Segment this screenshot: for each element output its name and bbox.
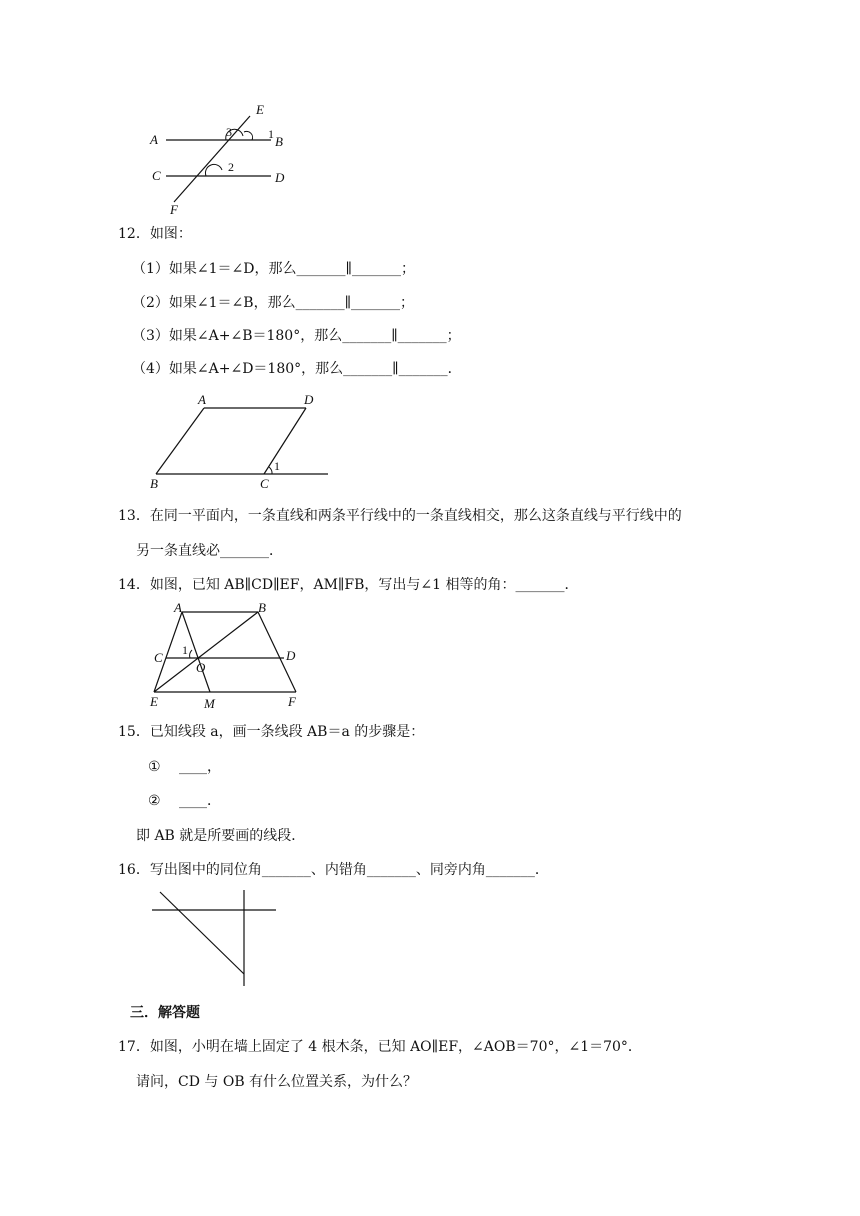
q15-step-1: ① ____，: [148, 759, 222, 775]
q16-text: 16．写出图中的同位角_______、内错角_______、同旁内角_______．: [118, 862, 549, 878]
q12-item-4: （4）如果∠A+∠D＝180°，那么_______∥_______．: [132, 361, 462, 377]
q15-step-2: ② ____．: [148, 793, 222, 809]
figure-trapezoid: [146, 600, 306, 710]
label-F: F: [170, 202, 178, 217]
q13-line-1: 13．在同一平面内，一条直线和两条平行线中的一条直线相交，那么这条直线与平行线中的: [118, 508, 682, 524]
label-A: A: [198, 392, 206, 407]
figure-parallel-lines-transversal: [146, 100, 291, 218]
label-A: A: [150, 132, 158, 147]
q12-title: 12．如图：: [118, 226, 192, 242]
q12-item-2: （2）如果∠1＝∠B，那么_______∥_______；: [132, 295, 415, 311]
section-heading: 三．解答题: [130, 1005, 200, 1021]
label-C: C: [154, 650, 163, 665]
figure-intersecting-lines: [148, 886, 278, 990]
q12-item-3: （3）如果∠A+∠B＝180°，那么_______∥_______；: [132, 328, 461, 344]
label-D: D: [275, 170, 285, 185]
label-E: E: [150, 694, 158, 709]
label-F: F: [288, 694, 296, 709]
q17-line-1: 17．如图，小明在墙上固定了 4 根木条，已知 AO∥EF，∠AOB＝70°，∠1＝70°．: [118, 1039, 642, 1055]
label-C: C: [260, 476, 269, 491]
q15-conclusion: 即 AB 就是所要画的线段．: [136, 828, 306, 844]
label-B: B: [150, 476, 158, 491]
label-angle-2: 2: [228, 160, 234, 174]
label-D: D: [286, 648, 296, 663]
label-O: O: [196, 660, 206, 675]
q14-text: 14．如图，已知 AB∥CD∥EF，AM∥FB，写出与∠1 相等的角：_______．: [118, 577, 579, 593]
label-D: D: [304, 392, 314, 407]
q15-title: 15．已知线段 a，画一条线段 AB＝a 的步骤是：: [118, 724, 425, 740]
q13-line-2: 另一条直线必_______．: [136, 543, 283, 559]
label-A: A: [174, 600, 182, 615]
label-B: B: [275, 134, 283, 149]
label-B: B: [258, 600, 266, 615]
label-angle-1: 1: [268, 127, 274, 141]
label-angle-3: 3: [226, 125, 232, 139]
q12-item-1: （1）如果∠1＝∠D，那么_______∥_______；: [132, 261, 415, 277]
label-C: C: [152, 168, 161, 183]
label-M: M: [204, 696, 215, 711]
label-angle-1: 1: [182, 643, 188, 657]
q17-line-2: 请问，CD 与 OB 有什么位置关系，为什么？: [136, 1074, 418, 1090]
label-E: E: [256, 102, 264, 117]
figure-parallelogram: [146, 390, 331, 492]
label-angle-1: 1: [274, 459, 280, 473]
